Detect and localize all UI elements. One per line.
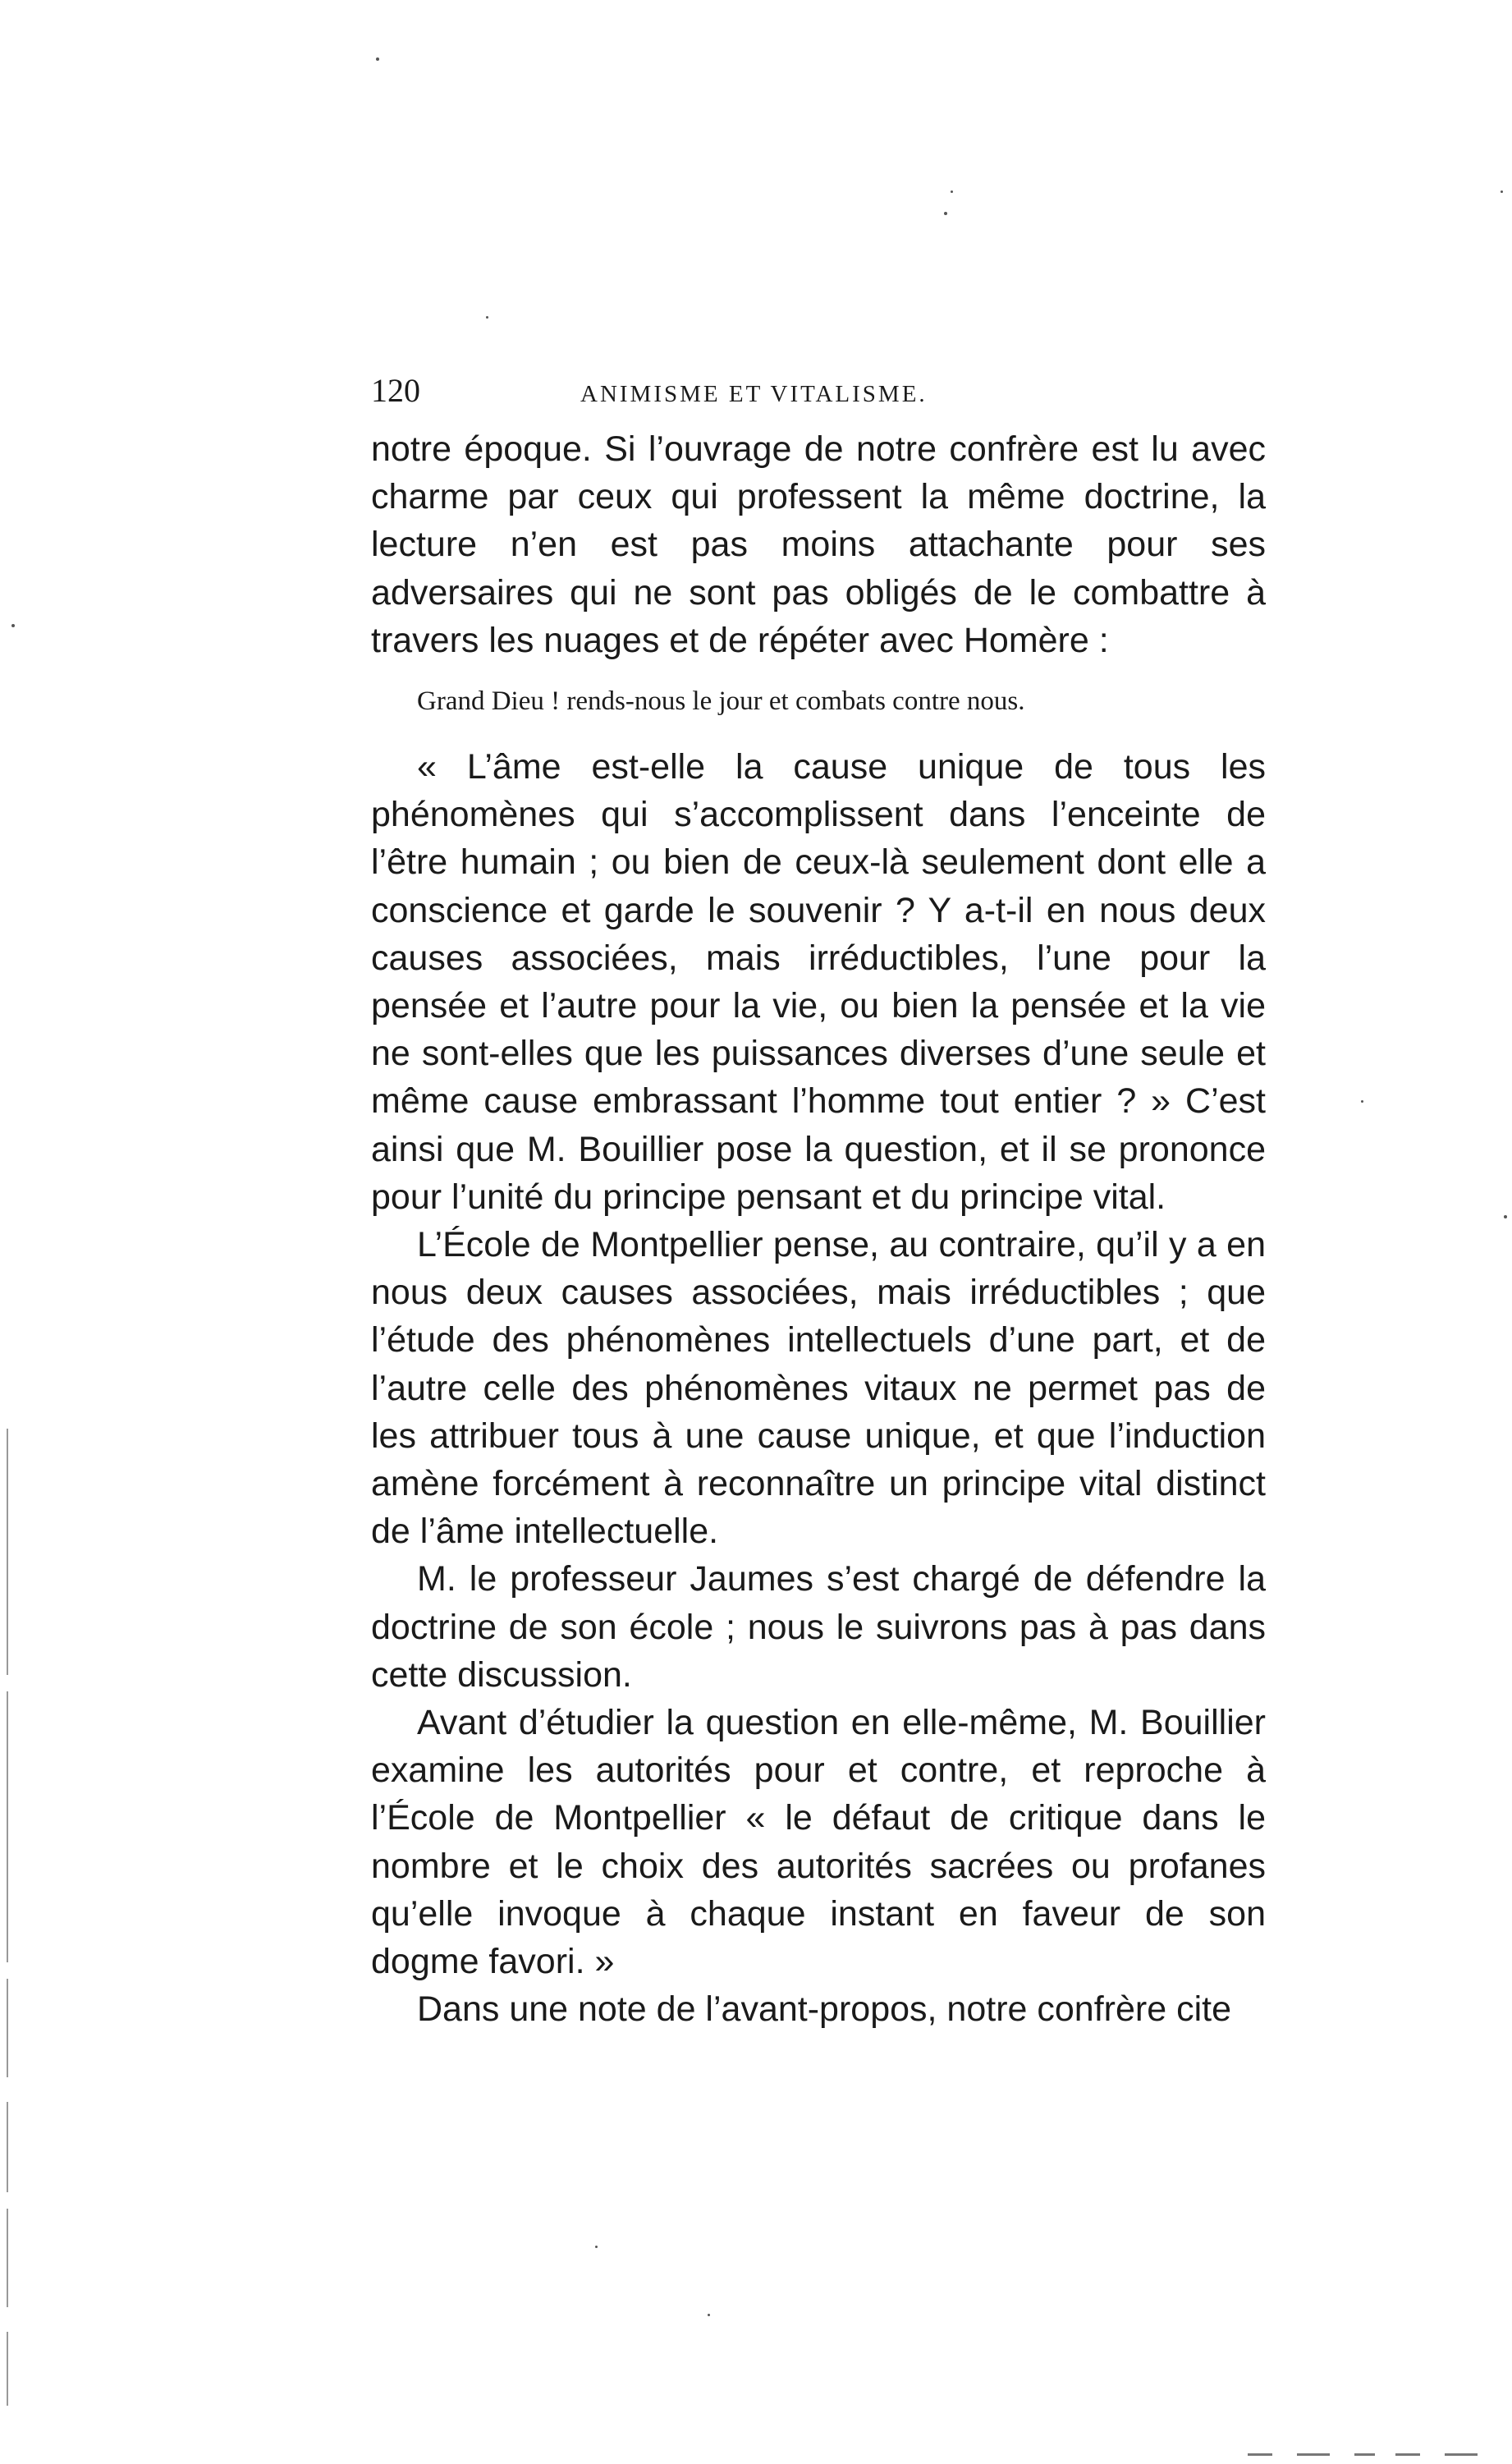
paragraph-2: « L’âme est-elle la cause unique de tous les phénomènes qui s’accomplissent dans l’enceinte de l’être humain ; ou bien de ceux-là seulement dont elle a conscience et garde le souvenir ? Y a-t-il en nous deux causes associées, mais irréductibles, l’une pour la pensée et l’autre pour la vie, ou bien la pensée et la vie ne sont-elles que les puissances diverses d’une seule et même cause embrassant l’homme tout entier ? » C’est ainsi que M. Bouillier pose la question, et il se prononce pour l’unité du principe pensant et du principe vital. — [371, 747, 1266, 1217]
verse-quote: Grand Dieu ! rends-nous le jour et combats contre nous. — [417, 686, 1025, 717]
page-number: 120 — [371, 372, 420, 409]
paragraph-5: Avant d’étudier la question en elle-même, M. Bouillier examine les autorités pour et contre, et reproche à l’École de Montpellier « le défaut de critique dans le nombre et le choix des autorités sacrées ou profanes qu’elle invoque à chaque instant en faveur de son dogme favori. » — [371, 1703, 1266, 1982]
speck — [376, 57, 379, 61]
speck — [1501, 190, 1503, 193]
margin-line — [7, 1691, 8, 1962]
paragraph-4: M. le professeur Jaumes s’est chargé de défendre la doctrine de son école ; nous le suivrons pas à pas dans cette discussion. — [371, 1559, 1266, 1695]
edge-mark — [1297, 2453, 1330, 2456]
body-text — [371, 425, 1266, 2034]
speck — [944, 212, 947, 215]
edge-mark — [1354, 2453, 1375, 2456]
speck — [708, 2314, 710, 2316]
edge-mark — [1445, 2453, 1478, 2456]
edge-mark — [1248, 2453, 1272, 2456]
edge-mark — [1395, 2453, 1420, 2456]
margin-line — [7, 2332, 8, 2406]
paragraph-1: notre époque. Si l’ouvrage de notre confrère est lu avec charme par ceux qui professent la même doctrine, la lecture n’en est pas moins attachante pour ses adversaires qui ne sont pas obligés de le combattre à travers les nuages et de répéter avec Homère : — [371, 429, 1266, 660]
page-header — [371, 368, 1266, 414]
margin-line — [7, 1429, 8, 1675]
speck — [595, 2246, 598, 2248]
margin-line — [7, 1979, 8, 2077]
speck — [11, 624, 15, 627]
paragraph-6: Dans une note de l’avant-propos, notre confrère cite — [417, 1989, 1231, 2030]
margin-line — [7, 2102, 8, 2192]
speck — [951, 190, 953, 193]
paragraph-3: L’École de Montpellier pense, au contraire, qu’il y a en nous deux causes associées, mais irréductibles ; que l’étude des phénomènes intellectuels d’une part, et de l’autre celle des phénomènes vitaux ne permet pas de les attribuer tous à une cause unique, et que l’induction amène forcément à reconnaître un principe vital distinct de l’âme intellectuelle. — [371, 1225, 1266, 1552]
running-head: ANIMISME ET VITALISME. — [580, 381, 928, 407]
speck — [1504, 1215, 1507, 1218]
speck — [486, 316, 488, 319]
speck — [1361, 1100, 1363, 1103]
margin-line — [7, 2209, 8, 2307]
